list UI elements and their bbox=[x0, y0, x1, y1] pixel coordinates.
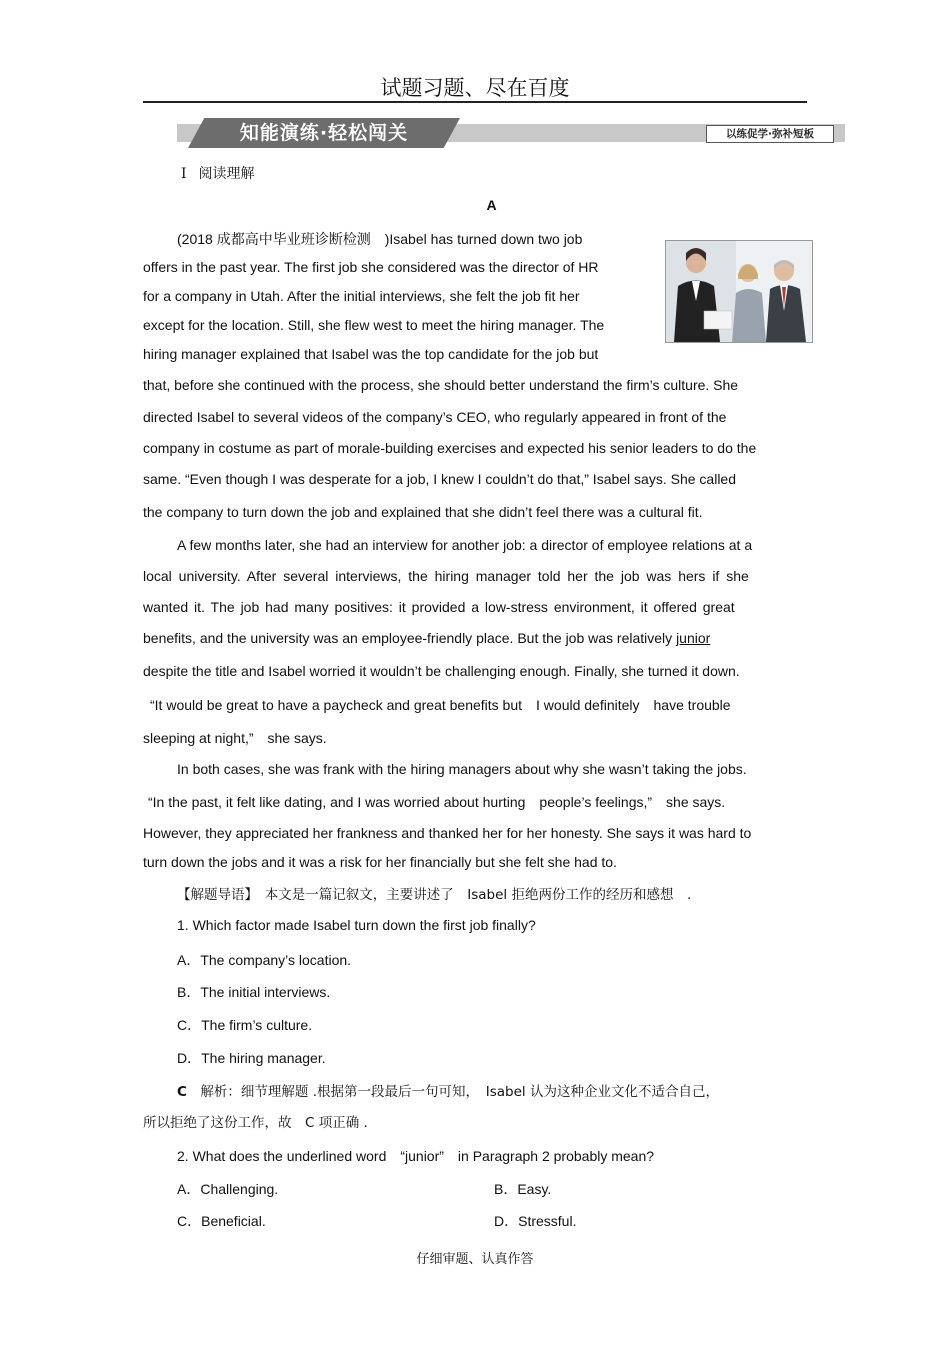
passage-line: except for the location. Still, she flew west to meet the hiring manager. The bbox=[143, 317, 605, 333]
guide-text: 本文是一篇记叙文，主要讲述了 Isabel 拒绝两份工作的经历和感想 . bbox=[264, 887, 692, 903]
section-banner-tag: 以练促学·弥补短板 bbox=[706, 125, 834, 143]
passage-line: company in costume as part of morale-building exercises and expected his senior leaders to do the bbox=[143, 440, 757, 456]
passage-line: the company to turn down the job and explained that she didn’t feel there was a cultural fit. bbox=[143, 504, 703, 520]
passage-line: for a company in Utah. After the initial interviews, she felt the job fit her bbox=[143, 288, 580, 304]
passage-line: “It would be great to have a paycheck and great benefits but I would definitely have trouble bbox=[150, 697, 731, 713]
section-heading bbox=[181, 163, 255, 183]
question-2-option-a: A．Challenging. bbox=[177, 1181, 279, 1197]
business-people-illustration bbox=[666, 241, 812, 342]
passage-line: wanted it. The job had many positives: it provided a low-stress environment, it offered great bbox=[143, 599, 735, 615]
passage-line bbox=[143, 630, 710, 646]
question-1-analysis-cont: 所以拒绝了这份工作，故 C 项正确 . bbox=[143, 1115, 368, 1131]
passage-line: same. “Even though I was desperate for a job, I knew I couldn’t do that,” Isabel says. She called bbox=[143, 471, 736, 487]
question-2-option-d: D．Stressful. bbox=[494, 1213, 577, 1229]
question-1-analysis-text: 解析：细节理解题 .根据第一段最后一句可知， Isabel 认为这种企业文化不适合自己， bbox=[200, 1084, 719, 1100]
passage-line: However, they appreciated her frankness and thanked her for her honesty. She says it was hard to bbox=[143, 825, 752, 841]
section-label: 阅读理解 bbox=[198, 166, 255, 182]
question-1-stem: 1. Which factor made Isabel turn down the first job finally? bbox=[177, 917, 536, 933]
passage-line: A few months later, she had an interview for another job: a director of employee relations at a bbox=[177, 537, 753, 553]
passage-line: In both cases, she was frank with the hiring managers about why she wasn’t taking the jobs. bbox=[177, 761, 747, 777]
passage-line: that, before she continued with the process, she should better understand the firm’s culture. She bbox=[143, 377, 739, 393]
passage-line: local university. After several interviews, the hiring manager told her the job was hers if she bbox=[143, 568, 749, 584]
question-1-option-b: B．The initial interviews. bbox=[177, 984, 331, 1000]
passage-letter: A bbox=[486, 197, 497, 213]
passage-line: sleeping at night,” she says. bbox=[143, 730, 327, 746]
passage-line: despite the title and Isabel worried it wouldn’t be challenging enough. Finally, she turned it down. bbox=[143, 663, 740, 679]
passage-line: hiring manager explained that Isabel was the top candidate for the job but bbox=[143, 346, 599, 362]
underlined-word-junior: junior bbox=[676, 630, 711, 646]
section-number: Ⅰ bbox=[181, 166, 187, 182]
question-1-answer: C bbox=[177, 1084, 187, 1100]
guide-label: 【解题导语】 bbox=[177, 887, 252, 903]
question-1-option-d: D．The hiring manager. bbox=[177, 1050, 326, 1066]
guide-line bbox=[177, 883, 691, 903]
section-banner-title: 知能演练·轻松闯关 bbox=[239, 122, 409, 144]
passage-line: “In the past, it felt like dating, and I was worried about hurting people’s feelings,” she says. bbox=[148, 794, 726, 810]
page-footer: 仔细审题、认真作答 bbox=[416, 1252, 534, 1267]
header-divider bbox=[143, 101, 807, 103]
passage-line: offers in the past year. The first job she considered was the director of HR bbox=[143, 259, 599, 275]
question-1-option-a: A．The company’s location. bbox=[177, 952, 352, 968]
business-people-photo bbox=[665, 240, 813, 343]
question-2-option-c: C．Beneficial. bbox=[177, 1213, 266, 1229]
passage-line: (2018 成都高中毕业班诊断检测 )Isabel has turned down two job bbox=[177, 231, 583, 247]
question-1-option-c: C．The firm’s culture. bbox=[177, 1017, 313, 1033]
passage-line-text: benefits, and the university was an employee-friendly place. But the job was relatively bbox=[143, 630, 677, 646]
question-2-stem: 2. What does the underlined word “junior” in Paragraph 2 probably mean? bbox=[177, 1148, 655, 1164]
question-2-option-b: B．Easy. bbox=[494, 1181, 552, 1197]
passage-line: directed Isabel to several videos of the company’s CEO, who regularly appeared in front of the bbox=[143, 409, 727, 425]
page-header-title: 试题习题、尽在百度 bbox=[380, 76, 570, 100]
passage-line: turn down the jobs and it was a risk for her financially but she felt she had to. bbox=[143, 854, 617, 870]
question-1-analysis bbox=[177, 1080, 719, 1100]
